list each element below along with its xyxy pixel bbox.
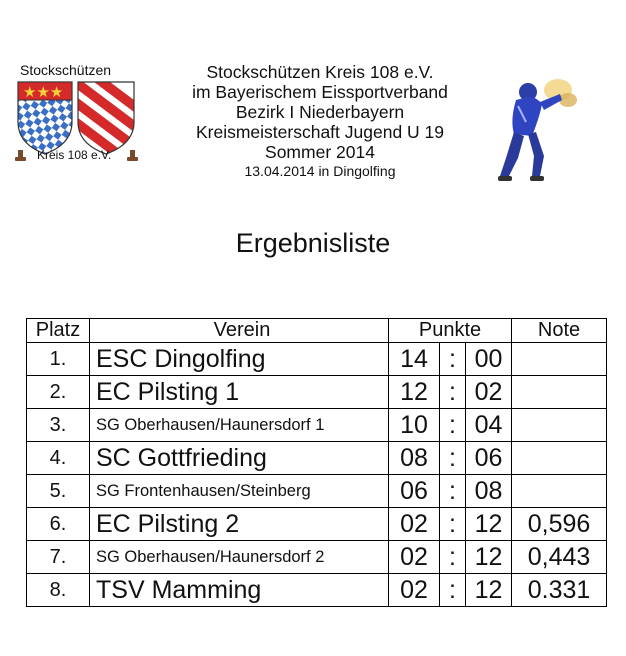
event-date: 13.04.2014 in Dingolfing [244, 163, 396, 179]
row-points-minus: 02 [466, 376, 512, 409]
table-row [27, 475, 607, 508]
row-points-minus: 06 [466, 442, 512, 475]
row-points-plus: 02 [389, 508, 440, 541]
header-punkte: Punkte [389, 319, 512, 343]
header-line-2: im Bayerischem Eissportverband [192, 82, 448, 102]
row-points-separator: : [440, 343, 466, 376]
event-header [165, 62, 475, 180]
row-verein: SC Gottfrieding [90, 442, 389, 475]
row-points-plus: 06 [389, 475, 440, 508]
row-points-minus: 00 [466, 343, 512, 376]
stock-player-illustration [488, 72, 580, 184]
row-points-separator: : [440, 475, 466, 508]
row-verein: EC Pilsting 2 [90, 508, 389, 541]
row-platz: 2. [27, 376, 90, 409]
table-row [27, 541, 607, 574]
row-platz: 7. [27, 541, 90, 574]
row-platz: 6. [27, 508, 90, 541]
page-title: Ergebnisliste [235, 228, 391, 258]
row-points-separator: : [440, 376, 466, 409]
row-points-plus: 12 [389, 376, 440, 409]
logo-bottom-text: Kreis 108 e.V. [37, 148, 112, 162]
row-note: 0,596 [512, 508, 607, 541]
row-platz: 8. [27, 574, 90, 607]
row-platz: 4. [27, 442, 90, 475]
header-line-5: Sommer 2014 [265, 142, 375, 162]
row-points-minus: 08 [466, 475, 512, 508]
header-platz: Platz [27, 319, 90, 343]
row-verein: SG Oberhausen/Haunersdorf 2 [90, 541, 389, 574]
row-points-separator: : [440, 409, 466, 442]
results-body [27, 343, 607, 607]
row-points-plus: 14 [389, 343, 440, 376]
table-row [27, 442, 607, 475]
row-note [512, 409, 607, 442]
row-points-separator: : [440, 442, 466, 475]
row-verein: EC Pilsting 1 [90, 376, 389, 409]
row-note [512, 442, 607, 475]
row-points-plus: 10 [389, 409, 440, 442]
header-note: Note [512, 319, 607, 343]
row-note [512, 343, 607, 376]
svg-text:★★★: ★★★ [23, 83, 64, 101]
row-verein: ESC Dingolfing [90, 343, 389, 376]
table-header-row [27, 319, 607, 343]
row-points-separator: : [440, 574, 466, 607]
table-row [27, 574, 607, 607]
table-row [27, 343, 607, 376]
row-platz: 1. [27, 343, 90, 376]
row-points-separator: : [440, 508, 466, 541]
row-platz: 5. [27, 475, 90, 508]
header-line-3: Bezirk I Niederbayern [235, 102, 405, 122]
table-row [27, 508, 607, 541]
table-row [27, 409, 607, 442]
header-line-1: Stockschützen Kreis 108 e.V. [206, 62, 434, 82]
table-row [27, 376, 607, 409]
row-note [512, 376, 607, 409]
club-logo [10, 62, 145, 168]
row-points-plus: 02 [389, 574, 440, 607]
row-points-minus: 12 [466, 508, 512, 541]
row-platz: 3. [27, 409, 90, 442]
stock-player-icon [488, 72, 580, 184]
row-points-separator: : [440, 541, 466, 574]
header-verein: Verein [90, 319, 389, 343]
row-note: 0,443 [512, 541, 607, 574]
row-note [512, 475, 607, 508]
logo-top-text: Stockschützen [20, 62, 112, 78]
row-points-minus: 12 [466, 574, 512, 607]
row-verein: SG Frontenhausen/Steinberg [90, 475, 389, 508]
results-table [26, 318, 607, 607]
row-points-minus: 04 [466, 409, 512, 442]
row-verein: TSV Mamming [90, 574, 389, 607]
header-line-4: Kreismeisterschaft Jugend U 19 [195, 122, 445, 142]
row-points-plus: 02 [389, 541, 440, 574]
row-points-plus: 08 [389, 442, 440, 475]
row-verein: SG Oberhausen/Haunersdorf 1 [90, 409, 389, 442]
row-points-minus: 12 [466, 541, 512, 574]
row-note: 0.331 [512, 574, 607, 607]
